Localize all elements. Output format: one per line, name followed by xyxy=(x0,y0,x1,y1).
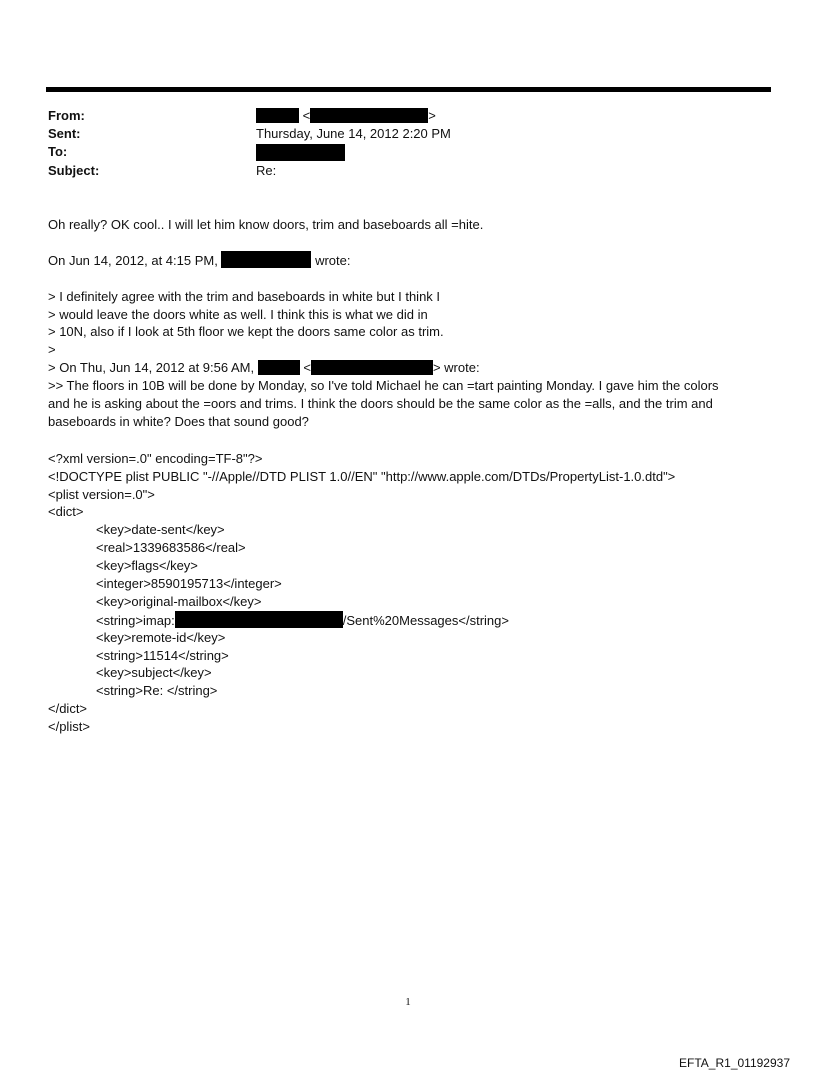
quote-line: > xyxy=(48,342,56,357)
to-row xyxy=(48,144,768,162)
quote-attribution-suffix: > wrote: xyxy=(432,360,480,375)
to-value xyxy=(256,144,345,161)
sent-label: Sent: xyxy=(48,126,81,141)
plist-mailbox-prefix: <string>imap: xyxy=(96,613,175,628)
bates-number: EFTA_R1_01192937 xyxy=(679,1056,790,1070)
plist-line: <plist version=.0"> xyxy=(48,487,155,502)
reply-text: Oh really? OK cool.. I will let him know doors, trim and baseboards all =hite. xyxy=(48,217,484,232)
redaction-block xyxy=(311,360,433,375)
quote-line: > would leave the doors white as well. I think this is what we did in xyxy=(48,307,428,322)
attribution-suffix: wrote: xyxy=(315,253,351,268)
plist-line: <?xml version=.0" encoding=TF-8"?> xyxy=(48,451,263,466)
plist-line: <!DOCTYPE plist PUBLIC "-//Apple//DTD PLIST 1.0//EN" "http://www.apple.com/DTDs/PropertyList-1.0.dtd"> xyxy=(48,469,676,484)
plist-line: <string>11514</string> xyxy=(96,648,229,663)
from-value xyxy=(256,108,436,123)
sent-row xyxy=(48,126,768,144)
quote-line: baseboards in white? Does that sound good? xyxy=(48,414,309,429)
from-open-bracket: < xyxy=(302,108,311,123)
quote-line: > I definitely agree with the trim and baseboards in white but I think I xyxy=(48,289,441,304)
plist-line: </dict> xyxy=(48,701,88,716)
plist-line: <dict> xyxy=(48,504,84,519)
quote-attribution-prefix: > On Thu, Jun 14, 2012 at 9:56 AM, xyxy=(48,360,255,375)
plist-line: <integer>8590195713</integer> xyxy=(96,576,282,591)
to-label: To: xyxy=(48,144,68,159)
sent-value: Thursday, June 14, 2012 2:20 PM xyxy=(256,126,451,141)
plist-mailbox-suffix: /Sent%20Messages</string> xyxy=(342,613,509,628)
redaction-block xyxy=(256,144,345,161)
quote-attribution-open: < xyxy=(303,360,311,375)
redaction-block xyxy=(258,360,300,375)
from-close-bracket: > xyxy=(428,108,436,123)
plist-line: <string>Re: </string> xyxy=(96,683,218,698)
redaction-block xyxy=(221,251,311,268)
plist-mailbox-line xyxy=(96,611,509,630)
plist-line: <key>date-sent</key> xyxy=(96,522,225,537)
attribution-prefix: On Jun 14, 2012, at 4:15 PM, xyxy=(48,253,218,268)
quote-line: and he is asking about the =oors and trims. I think the doors should be the same color as the =alls, and the trim and xyxy=(48,396,713,411)
attribution-line xyxy=(48,251,351,270)
plist-line: <key>flags</key> xyxy=(96,558,198,573)
quote-attribution-line xyxy=(48,359,480,377)
from-label: From: xyxy=(48,108,85,123)
page-number: 1 xyxy=(405,996,411,1008)
redaction-block xyxy=(175,611,343,628)
quote-line: > 10N, also if I look at 5th floor we kept the doors same color as trim. xyxy=(48,324,444,339)
plist-line: </plist> xyxy=(48,719,90,734)
header-rule xyxy=(46,87,771,92)
plist-line: <key>subject</key> xyxy=(96,665,212,680)
redaction-block xyxy=(310,108,428,123)
subject-label: Subject: xyxy=(48,163,100,178)
subject-row xyxy=(48,163,768,181)
quote-line: >> The floors in 10B will be done by Monday, so I've told Michael he can =tart painting Monday. I gave him the colors xyxy=(48,378,719,393)
plist-line: <key>remote-id</key> xyxy=(96,630,226,645)
subject-value: Re: xyxy=(256,163,277,178)
plist-line: <key>original-mailbox</key> xyxy=(96,594,262,609)
from-row xyxy=(48,108,768,126)
redaction-block xyxy=(256,108,299,123)
plist-line: <real>1339683586</real> xyxy=(96,540,246,555)
